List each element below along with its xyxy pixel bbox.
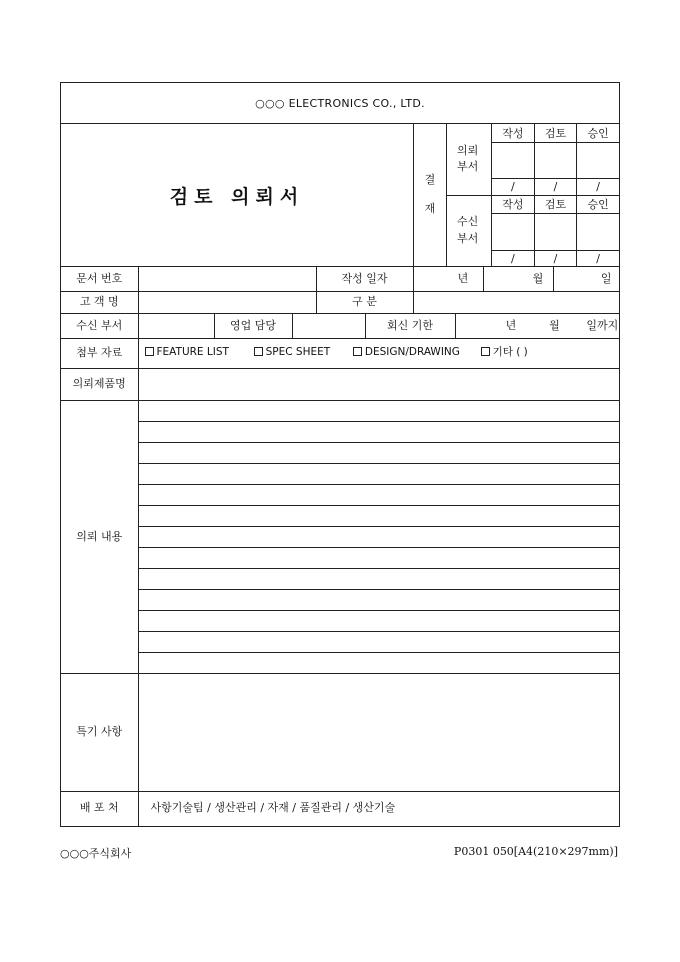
- content-line[interactable]: [138, 443, 619, 464]
- reply-deadline-label: 회신 기한: [365, 314, 455, 338]
- write-date-label: 작성 일자: [316, 267, 413, 291]
- review-request-form: [60, 82, 620, 827]
- col-approve: 승인: [577, 196, 619, 214]
- sign-box[interactable]: [534, 142, 576, 179]
- footer-form-code: P0301 050[A4(210×297mm)]: [453, 845, 618, 858]
- request-dept-label: 의뢰 부서: [447, 124, 492, 195]
- date-box[interactable]: /: [577, 250, 619, 266]
- request-dept-approval: [447, 124, 619, 195]
- document-title: 검토 의뢰서: [61, 124, 414, 266]
- content-line[interactable]: [138, 548, 619, 569]
- form-header: [61, 124, 619, 267]
- checkbox-feature-list[interactable]: FEATURE LIST: [145, 346, 229, 358]
- doc-no-label: 문서 번호: [61, 267, 138, 291]
- company-header: ○○○ ELECTRONICS CO., LTD.: [61, 83, 619, 124]
- write-date-month[interactable]: 월: [483, 267, 553, 291]
- checkbox-design-drawing[interactable]: DESIGN/DRAWING: [353, 346, 460, 358]
- date-box[interactable]: /: [534, 250, 576, 266]
- col-review: 검토: [534, 124, 576, 142]
- recv-dept-label: 수신 부서: [61, 314, 138, 338]
- approval-label: [414, 124, 447, 266]
- content-line[interactable]: [138, 485, 619, 506]
- sign-box[interactable]: [534, 214, 576, 251]
- content-line[interactable]: [138, 422, 619, 443]
- distribution-value: 사항기술팀 / 생산관리 / 자재 / 품질관리 / 생산기술: [138, 792, 619, 826]
- sales-label: 영업 담당: [214, 314, 292, 338]
- customer-label: 고 객 명: [61, 292, 138, 314]
- reply-deadline-field[interactable]: 년 월 일까지: [455, 314, 619, 338]
- sign-box[interactable]: [577, 214, 619, 251]
- content-label: 의뢰 내용: [61, 401, 138, 674]
- col-write: 작성: [502, 198, 524, 212]
- date-box[interactable]: /: [492, 250, 534, 266]
- sign-box[interactable]: [577, 142, 619, 179]
- distribution-label: 배 포 처: [61, 792, 138, 826]
- attach-label: 첨부 자료: [61, 339, 138, 369]
- write-date-day[interactable]: 일: [553, 267, 619, 291]
- notes-field[interactable]: [138, 674, 619, 791]
- receive-dept-approval: [447, 195, 619, 267]
- date-box[interactable]: /: [577, 179, 619, 195]
- approval-label-jae: 재: [424, 202, 436, 215]
- sign-box[interactable]: [492, 142, 534, 179]
- attach-options: [138, 339, 619, 369]
- receive-dept-label: 수신 부서: [447, 196, 492, 267]
- content-line[interactable]: [138, 464, 619, 485]
- date-box[interactable]: /: [492, 179, 534, 195]
- checkbox-other[interactable]: 기타 ( ): [481, 346, 528, 358]
- approval-section: [447, 124, 619, 266]
- doc-no-field[interactable]: [138, 267, 316, 291]
- content-line[interactable]: [138, 527, 619, 548]
- sign-box[interactable]: [492, 214, 534, 251]
- product-field[interactable]: [138, 369, 619, 400]
- col-approve: 승인: [577, 124, 619, 142]
- checkbox-spec-sheet[interactable]: SPEC SHEET: [254, 346, 331, 358]
- notes-label: 특기 사항: [61, 674, 138, 791]
- content-line[interactable]: [138, 653, 619, 674]
- content-line[interactable]: [138, 506, 619, 527]
- write-date-year[interactable]: 년: [413, 267, 483, 291]
- content-line[interactable]: [138, 590, 619, 611]
- sales-field[interactable]: [292, 314, 365, 338]
- customer-field[interactable]: [138, 292, 316, 314]
- footer-company: ○○○주식회사: [60, 847, 132, 860]
- approval-label-gyeol: 결: [424, 173, 436, 187]
- recv-dept-field[interactable]: [138, 314, 214, 338]
- col-write: 작성: [502, 126, 524, 140]
- content-line[interactable]: [138, 611, 619, 632]
- category-label: 구 분: [316, 292, 413, 314]
- content-line[interactable]: [138, 569, 619, 590]
- category-field[interactable]: [413, 292, 619, 314]
- date-box[interactable]: /: [534, 179, 576, 195]
- col-review: 검토: [534, 196, 576, 214]
- product-label: 의뢰제품명: [61, 369, 138, 400]
- content-line[interactable]: [138, 401, 619, 422]
- content-line[interactable]: [138, 632, 619, 653]
